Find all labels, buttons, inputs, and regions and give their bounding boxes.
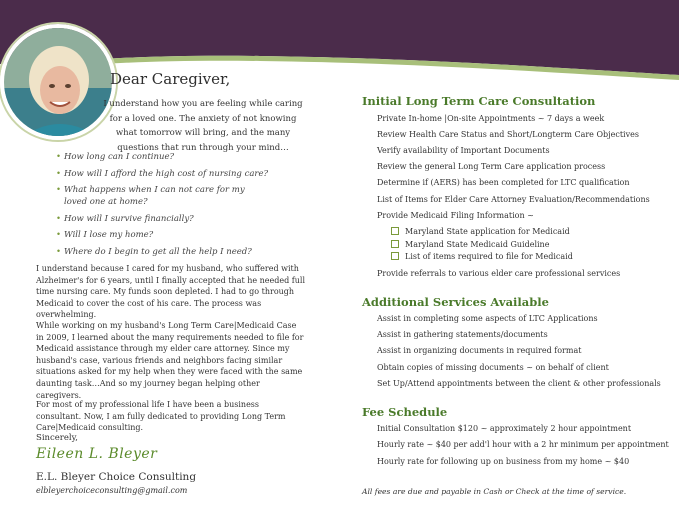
contact-email[interactable]: elbleyerchoiceconsulting@gmail.com bbox=[36, 486, 188, 495]
payment-note: All fees are due and payable in Cash or Check at the time of service. bbox=[362, 487, 627, 496]
checkbox-icon bbox=[391, 240, 399, 248]
letter-paragraph-2: While working on my husband's Long Term Care|Medicaid Case in 2009, I learned about the many requirements needed to file for Medicaid assistance through my elder care attorney. Since my husband's case, various friends and neighbors facing similar situations asked for my help when they were faced with the same daunting task…And so my journey began helping other caregivers. bbox=[36, 321, 304, 400]
list-item: Provide referrals to various elder care professional services bbox=[377, 269, 621, 278]
list-item: Assist in organizing documents in required format bbox=[377, 346, 582, 355]
list-item: Assist in completing some aspects of LTC Applications bbox=[377, 314, 598, 323]
additional-services-heading: Additional Services Available bbox=[362, 295, 549, 309]
list-item: Maryland State Medicaid Guideline bbox=[391, 240, 549, 249]
bullet-icon: • bbox=[56, 213, 62, 224]
letter-paragraph-1: I understand because I cared for my husband, who suffered with Alzheimer's for 6 years, until I finally accepted that he needed full time nursing care. My funds soon depleted. I had to go through Medicaid to cover the cost of his care. The process was overwhelming. bbox=[36, 264, 306, 320]
letter-closing: Sincerely, bbox=[36, 433, 78, 443]
bullet-icon: • bbox=[56, 246, 62, 257]
letter-greeting: Dear Caregiver, bbox=[110, 70, 231, 88]
question-list bbox=[56, 151, 284, 263]
list-item: Review the general Long Term Care application process bbox=[377, 162, 606, 171]
checkbox-icon bbox=[391, 252, 399, 260]
list-item: Assist in gathering statements/documents bbox=[377, 330, 548, 339]
bullet-icon: • bbox=[56, 230, 62, 241]
signature: Eileen L. Bleyer bbox=[36, 446, 158, 462]
fee-schedule-heading: Fee Schedule bbox=[362, 405, 448, 419]
list-item: Hourly rate ~ $40 per add'l hour with a 2 hr minimum per appointment bbox=[377, 440, 669, 449]
list-item: Obtain copies of missing documents ~ on behalf of client bbox=[377, 363, 609, 372]
bullet-icon: • bbox=[56, 185, 62, 196]
list-item: Initial Consultation $120 ~ approximately 2 hour appointment bbox=[377, 424, 632, 433]
list-item: Hourly rate for following up on business from my home ~ $40 bbox=[377, 457, 630, 466]
list-item: Private In-home |On-site Appointments ~ 7 days a week bbox=[377, 114, 605, 123]
bullet-icon: • bbox=[56, 168, 62, 179]
list-item: Maryland State application for Medicaid bbox=[391, 227, 570, 236]
list-item: List of items required to file for Medicaid bbox=[391, 252, 573, 261]
consultation-heading: Initial Long Term Care Consultation bbox=[362, 94, 596, 108]
list-item: • How will I afford the high cost of nursing care? bbox=[56, 168, 269, 179]
list-item: • Will I lose my home? bbox=[56, 230, 154, 241]
list-item: • How will I survive financially? bbox=[56, 213, 194, 224]
list-item: Review Health Care Status and Short/Longterm Care Objectives bbox=[377, 130, 639, 139]
list-item: Determine if (AERS) has been completed for LTC qualification bbox=[377, 178, 630, 187]
letter-intro: I understand how you are feeling while caring for a loved one. The anxiety of not knowing what tomorrow will bring, and the many questions that run through your mind… bbox=[103, 99, 303, 153]
list-item: • What happens when I can not care for my loved one at home? bbox=[56, 185, 245, 208]
list-item: Verify availability of Important Documents bbox=[377, 146, 550, 155]
list-item: • Where do I begin to get all the help I need? bbox=[56, 246, 252, 257]
letter-paragraph-3: For most of my professional life I have been a business consultant. Now, I am fully dedicated to providing Long Term Care|Medicaid consulting. bbox=[36, 400, 286, 433]
company-name: E.L. Bleyer Choice Consulting bbox=[36, 471, 197, 483]
author-portrait bbox=[0, 24, 116, 140]
list-item: • How long can I continue? bbox=[56, 152, 175, 162]
list-item: Set Up/Attend appointments between the client & other professionals bbox=[377, 379, 661, 388]
bullet-icon: • bbox=[56, 152, 62, 162]
checkbox-icon bbox=[391, 227, 399, 235]
list-item: Provide Medicaid Filing Information ~ bbox=[377, 211, 534, 220]
list-item: List of Items for Elder Care Attorney Evaluation/Recommendations bbox=[377, 195, 650, 204]
